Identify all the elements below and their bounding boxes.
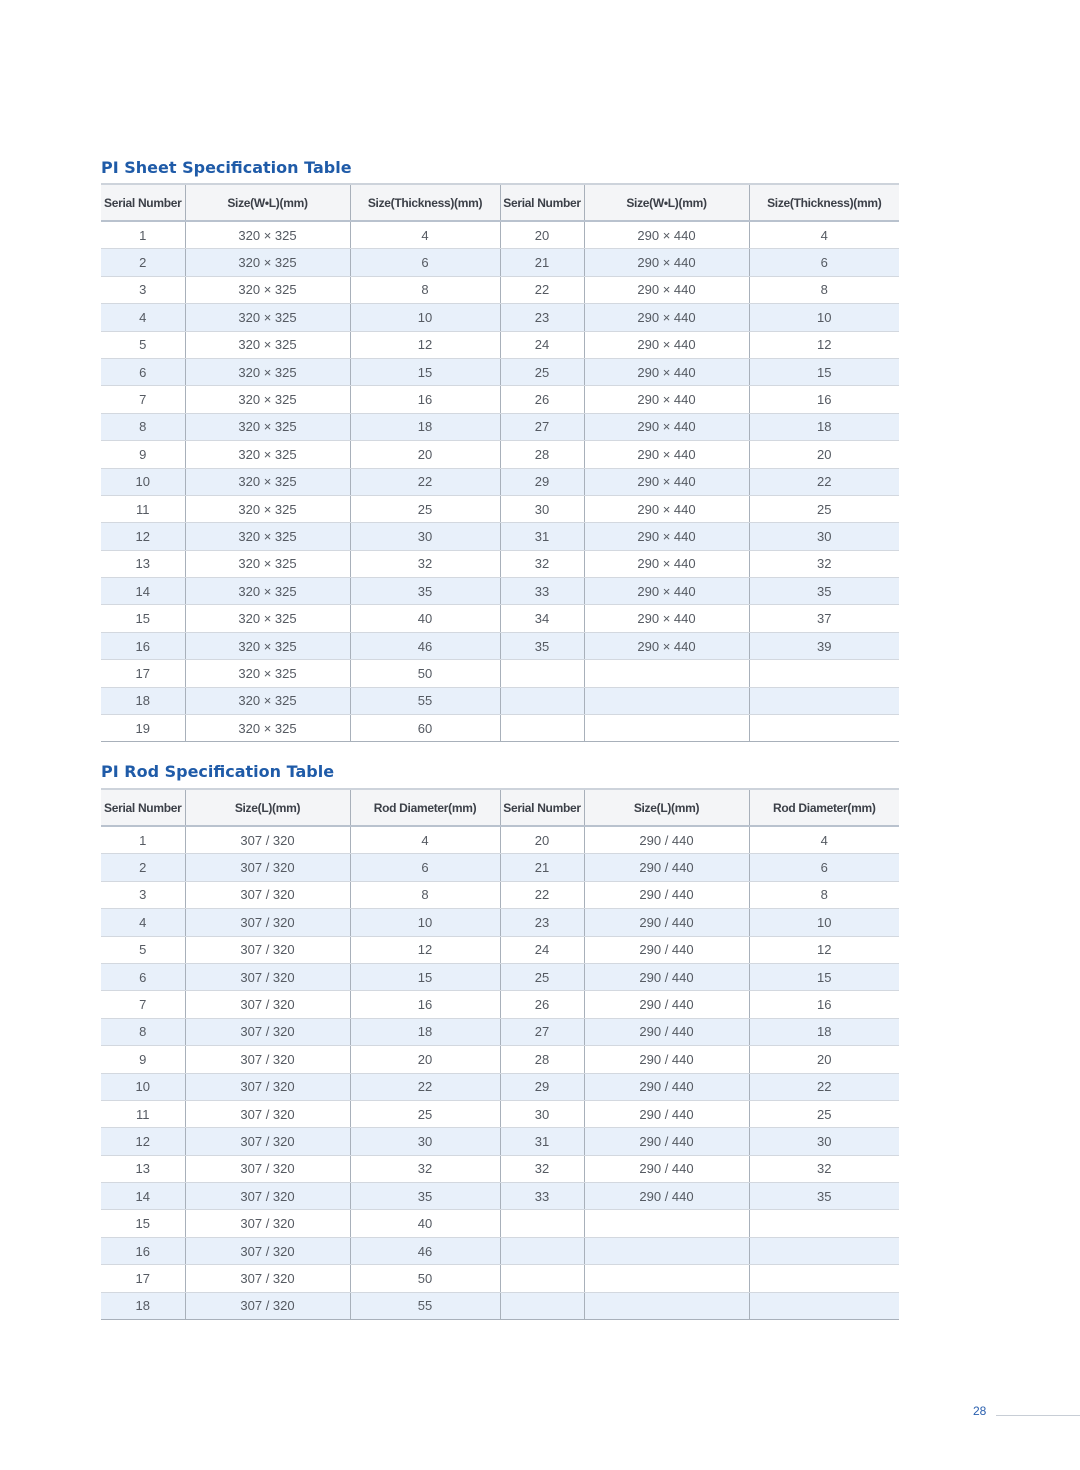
table-cell: [749, 1265, 899, 1292]
table-cell: 8: [749, 276, 899, 303]
table-cell: [749, 660, 899, 687]
table-cell: 13: [101, 550, 185, 577]
table-cell: 30: [500, 1100, 584, 1127]
table-cell: [584, 1210, 749, 1237]
table-row: [101, 1046, 899, 1073]
table-cell: 307 / 320: [185, 826, 350, 854]
table-cell: 6: [101, 963, 185, 990]
table-cell: 14: [101, 1183, 185, 1210]
table-cell: 13: [101, 1155, 185, 1182]
table-cell: 55: [350, 687, 500, 714]
table-cell: 320 × 325: [185, 605, 350, 632]
table-cell: 25: [500, 358, 584, 385]
table-cell: [749, 1292, 899, 1319]
table-cell: 15: [749, 358, 899, 385]
table-cell: 22: [500, 881, 584, 908]
table-cell: 33: [500, 578, 584, 605]
table-cell: 15: [350, 358, 500, 385]
table-cell: 307 / 320: [185, 963, 350, 990]
rod-table-title: PI Rod Specification Table: [101, 762, 335, 781]
table-cell: 307 / 320: [185, 881, 350, 908]
table-cell: 24: [500, 331, 584, 358]
table-cell: 30: [350, 523, 500, 550]
table-cell: [584, 715, 749, 742]
table-row: [101, 1128, 899, 1155]
table-cell: 4: [101, 909, 185, 936]
table-cell: 24: [500, 936, 584, 963]
table-cell: 40: [350, 1210, 500, 1237]
table-cell: 320 × 325: [185, 632, 350, 659]
table-cell: 32: [500, 550, 584, 577]
table-cell: 307 / 320: [185, 1018, 350, 1045]
table-cell: 12: [350, 936, 500, 963]
table-cell: [749, 1210, 899, 1237]
table-cell: 6: [101, 358, 185, 385]
table-cell: 8: [350, 276, 500, 303]
table-cell: 28: [500, 1046, 584, 1073]
table-cell: 31: [500, 1128, 584, 1155]
table-cell: 320 × 325: [185, 495, 350, 522]
table-cell: 307 / 320: [185, 1073, 350, 1100]
table-cell: 9: [101, 1046, 185, 1073]
table-cell: 307 / 320: [185, 936, 350, 963]
table-cell: 290 × 440: [584, 468, 749, 495]
table-cell: 32: [749, 1155, 899, 1182]
table-row: [101, 386, 899, 413]
table-cell: [749, 1237, 899, 1264]
table-cell: [749, 687, 899, 714]
table-cell: 22: [749, 468, 899, 495]
table-cell: 4: [101, 304, 185, 331]
table-cell: 290 / 440: [584, 1128, 749, 1155]
table-cell: 32: [749, 550, 899, 577]
table-cell: [500, 1292, 584, 1319]
table-cell: 307 / 320: [185, 1237, 350, 1264]
table-cell: 290 / 440: [584, 881, 749, 908]
table-cell: 27: [500, 413, 584, 440]
table-row: [101, 1292, 899, 1319]
table-cell: 6: [749, 854, 899, 881]
table-cell: 18: [350, 413, 500, 440]
table-cell: 320 × 325: [185, 386, 350, 413]
column-header-serial-number: Serial Number: [500, 789, 584, 826]
table-row: [101, 991, 899, 1018]
table-cell: 320 × 325: [185, 578, 350, 605]
table-cell: 290 × 440: [584, 523, 749, 550]
table-cell: [584, 1237, 749, 1264]
column-header-serial-number: Serial Number: [101, 789, 185, 826]
table-cell: 320 × 325: [185, 523, 350, 550]
table-row: [101, 468, 899, 495]
table-cell: 22: [350, 468, 500, 495]
table-cell: 30: [350, 1128, 500, 1155]
table-cell: 18: [749, 1018, 899, 1045]
table-cell: 320 × 325: [185, 304, 350, 331]
table-cell: 320 × 325: [185, 276, 350, 303]
table-row: [101, 1018, 899, 1045]
column-header-rod-diameter: Rod Diameter(mm): [350, 789, 500, 826]
column-header-size-wl: Size(W•L)(mm): [185, 184, 350, 221]
table-row: [101, 909, 899, 936]
table-cell: 35: [749, 1183, 899, 1210]
table-cell: 18: [350, 1018, 500, 1045]
table-cell: 10: [749, 909, 899, 936]
table-row: [101, 249, 899, 276]
table-cell: 290 × 440: [584, 358, 749, 385]
table-cell: 18: [101, 1292, 185, 1319]
table-cell: 15: [350, 963, 500, 990]
table-cell: 20: [500, 221, 584, 249]
table-cell: 55: [350, 1292, 500, 1319]
table-cell: 290 × 440: [584, 632, 749, 659]
table-cell: 8: [101, 413, 185, 440]
table-cell: 12: [101, 1128, 185, 1155]
table-cell: 16: [749, 386, 899, 413]
table-row: [101, 495, 899, 522]
table-cell: 35: [350, 1183, 500, 1210]
table-cell: 23: [500, 909, 584, 936]
table-cell: 307 / 320: [185, 1265, 350, 1292]
table-cell: 307 / 320: [185, 1046, 350, 1073]
table-cell: 10: [749, 304, 899, 331]
table-cell: 6: [749, 249, 899, 276]
table-cell: 29: [500, 1073, 584, 1100]
table-cell: 11: [101, 495, 185, 522]
table-cell: 4: [350, 826, 500, 854]
table-cell: [749, 715, 899, 742]
table-cell: 30: [749, 523, 899, 550]
table-cell: 25: [749, 495, 899, 522]
sheet-table-title: PI Sheet Specification Table: [101, 158, 352, 177]
table-cell: 27: [500, 1018, 584, 1045]
table-cell: 10: [350, 909, 500, 936]
table-cell: 26: [500, 386, 584, 413]
table-cell: 12: [101, 523, 185, 550]
table-cell: 290 × 440: [584, 550, 749, 577]
table-cell: 6: [350, 249, 500, 276]
table-cell: [584, 1265, 749, 1292]
table-row: [101, 1237, 899, 1264]
table-row: [101, 1265, 899, 1292]
table-cell: 290 / 440: [584, 1073, 749, 1100]
table-row: [101, 687, 899, 714]
table-cell: 20: [350, 441, 500, 468]
table-cell: [500, 1210, 584, 1237]
table-cell: 5: [101, 936, 185, 963]
table-cell: 3: [101, 276, 185, 303]
table-cell: 290 / 440: [584, 1046, 749, 1073]
table-cell: 307 / 320: [185, 1128, 350, 1155]
table-cell: 22: [500, 276, 584, 303]
table-cell: 25: [500, 963, 584, 990]
table-cell: 307 / 320: [185, 1210, 350, 1237]
table-row: [101, 276, 899, 303]
table-cell: 60: [350, 715, 500, 742]
footer-divider: [996, 1415, 1080, 1416]
table-row: [101, 881, 899, 908]
table-cell: 20: [749, 441, 899, 468]
table-cell: 290 / 440: [584, 1018, 749, 1045]
table-cell: 290 / 440: [584, 1155, 749, 1182]
table-cell: 25: [350, 495, 500, 522]
table-cell: 1: [101, 826, 185, 854]
table-row: [101, 936, 899, 963]
table-cell: 290 / 440: [584, 909, 749, 936]
table-cell: 25: [749, 1100, 899, 1127]
table-cell: 320 × 325: [185, 441, 350, 468]
table-cell: 22: [749, 1073, 899, 1100]
table-cell: 33: [500, 1183, 584, 1210]
column-header-serial-number: Serial Number: [101, 184, 185, 221]
table-cell: 15: [101, 605, 185, 632]
table-cell: 16: [350, 386, 500, 413]
table-header-row: [101, 789, 899, 826]
table-cell: 11: [101, 1100, 185, 1127]
table-cell: 20: [500, 826, 584, 854]
table-cell: 290 × 440: [584, 249, 749, 276]
table-cell: 10: [101, 1073, 185, 1100]
table-cell: 1: [101, 221, 185, 249]
table-cell: 32: [350, 550, 500, 577]
table-cell: 307 / 320: [185, 854, 350, 881]
table-row: [101, 826, 899, 854]
table-cell: 23: [500, 304, 584, 331]
table-cell: 35: [749, 578, 899, 605]
table-cell: 290 × 440: [584, 495, 749, 522]
column-header-size-l: Size(L)(mm): [584, 789, 749, 826]
table-row: [101, 331, 899, 358]
table-cell: 290 / 440: [584, 936, 749, 963]
table-cell: 10: [350, 304, 500, 331]
table-cell: 4: [749, 826, 899, 854]
column-header-rod-diameter: Rod Diameter(mm): [749, 789, 899, 826]
table-cell: 4: [749, 221, 899, 249]
table-cell: 320 × 325: [185, 358, 350, 385]
table-cell: 6: [350, 854, 500, 881]
column-header-serial-number: Serial Number: [500, 184, 584, 221]
table-cell: 8: [350, 881, 500, 908]
table-cell: 2: [101, 854, 185, 881]
table-cell: 12: [749, 331, 899, 358]
table-cell: 16: [101, 1237, 185, 1264]
table-cell: 20: [749, 1046, 899, 1073]
table-cell: 16: [749, 991, 899, 1018]
table-cell: 34: [500, 605, 584, 632]
table-cell: 290 × 440: [584, 441, 749, 468]
table-row: [101, 413, 899, 440]
table-cell: [500, 660, 584, 687]
table-cell: 31: [500, 523, 584, 550]
table-row: [101, 963, 899, 990]
table-row: [101, 441, 899, 468]
table-cell: 320 × 325: [185, 249, 350, 276]
table-row: [101, 605, 899, 632]
table-cell: 37: [749, 605, 899, 632]
table-row: [101, 632, 899, 659]
table-cell: 30: [749, 1128, 899, 1155]
table-cell: 290 × 440: [584, 331, 749, 358]
table-cell: 290 / 440: [584, 963, 749, 990]
table-cell: 46: [350, 1237, 500, 1264]
table-cell: 17: [101, 1265, 185, 1292]
table-cell: 26: [500, 991, 584, 1018]
table-cell: 320 × 325: [185, 550, 350, 577]
table-row: [101, 523, 899, 550]
table-cell: 28: [500, 441, 584, 468]
table-row: [101, 578, 899, 605]
table-cell: 12: [350, 331, 500, 358]
table-cell: 320 × 325: [185, 331, 350, 358]
table-row: [101, 550, 899, 577]
table-cell: 18: [749, 413, 899, 440]
table-cell: 17: [101, 660, 185, 687]
table-cell: [584, 687, 749, 714]
table-cell: 21: [500, 854, 584, 881]
table-cell: [584, 660, 749, 687]
table-cell: 9: [101, 441, 185, 468]
table-cell: 22: [350, 1073, 500, 1100]
table-cell: 19: [101, 715, 185, 742]
column-header-size-wl: Size(W•L)(mm): [584, 184, 749, 221]
table-cell: [500, 687, 584, 714]
table-cell: 290 × 440: [584, 413, 749, 440]
table-row: [101, 304, 899, 331]
table-cell: 46: [350, 632, 500, 659]
table-row: [101, 854, 899, 881]
table-cell: 25: [350, 1100, 500, 1127]
table-cell: 8: [101, 1018, 185, 1045]
table-cell: 50: [350, 1265, 500, 1292]
table-cell: [500, 715, 584, 742]
table-cell: 21: [500, 249, 584, 276]
table-cell: 32: [350, 1155, 500, 1182]
table-cell: 320 × 325: [185, 660, 350, 687]
table-cell: [500, 1237, 584, 1264]
table-row: [101, 1100, 899, 1127]
table-row: [101, 715, 899, 742]
table-cell: 290 × 440: [584, 578, 749, 605]
table-cell: 20: [350, 1046, 500, 1073]
table-cell: 320 × 325: [185, 468, 350, 495]
table-cell: 40: [350, 605, 500, 632]
rod-spec-table: [101, 788, 899, 1320]
table-cell: 5: [101, 331, 185, 358]
table-cell: 7: [101, 991, 185, 1018]
table-cell: 320 × 325: [185, 687, 350, 714]
table-cell: 7: [101, 386, 185, 413]
table-cell: 15: [749, 963, 899, 990]
table-cell: 10: [101, 468, 185, 495]
table-cell: 29: [500, 468, 584, 495]
table-row: [101, 1210, 899, 1237]
table-cell: 4: [350, 221, 500, 249]
page-number: 28: [973, 1404, 987, 1418]
table-cell: 14: [101, 578, 185, 605]
table-cell: [500, 1265, 584, 1292]
table-cell: 35: [500, 632, 584, 659]
sheet-spec-table: [101, 183, 899, 742]
table-cell: 307 / 320: [185, 1292, 350, 1319]
table-row: [101, 221, 899, 249]
table-cell: 307 / 320: [185, 1100, 350, 1127]
table-cell: 320 × 325: [185, 715, 350, 742]
table-header-row: [101, 184, 899, 221]
column-header-thickness: Size(Thickness)(mm): [749, 184, 899, 221]
table-cell: 290 × 440: [584, 276, 749, 303]
table-row: [101, 1073, 899, 1100]
table-cell: 16: [350, 991, 500, 1018]
table-cell: 50: [350, 660, 500, 687]
table-cell: 290 × 440: [584, 605, 749, 632]
table-cell: 2: [101, 249, 185, 276]
table-cell: 290 / 440: [584, 1183, 749, 1210]
table-cell: 15: [101, 1210, 185, 1237]
column-header-thickness: Size(Thickness)(mm): [350, 184, 500, 221]
table-row: [101, 358, 899, 385]
table-cell: 30: [500, 495, 584, 522]
table-cell: 12: [749, 936, 899, 963]
table-row: [101, 1155, 899, 1182]
table-cell: 307 / 320: [185, 1155, 350, 1182]
table-cell: 320 × 325: [185, 413, 350, 440]
table-cell: 290 / 440: [584, 1100, 749, 1127]
table-cell: 307 / 320: [185, 1183, 350, 1210]
column-header-size-l: Size(L)(mm): [185, 789, 350, 826]
table-cell: 307 / 320: [185, 991, 350, 1018]
table-cell: 18: [101, 687, 185, 714]
table-cell: 290 × 440: [584, 304, 749, 331]
table-cell: 32: [500, 1155, 584, 1182]
table-cell: 290 × 440: [584, 386, 749, 413]
table-cell: 307 / 320: [185, 909, 350, 936]
table-cell: 8: [749, 881, 899, 908]
table-cell: 290 / 440: [584, 826, 749, 854]
table-cell: 35: [350, 578, 500, 605]
table-row: [101, 660, 899, 687]
table-cell: 3: [101, 881, 185, 908]
table-cell: 39: [749, 632, 899, 659]
table-row: [101, 1183, 899, 1210]
table-cell: [584, 1292, 749, 1319]
table-cell: 16: [101, 632, 185, 659]
table-cell: 290 × 440: [584, 221, 749, 249]
table-cell: 290 / 440: [584, 854, 749, 881]
table-cell: 320 × 325: [185, 221, 350, 249]
table-cell: 290 / 440: [584, 991, 749, 1018]
